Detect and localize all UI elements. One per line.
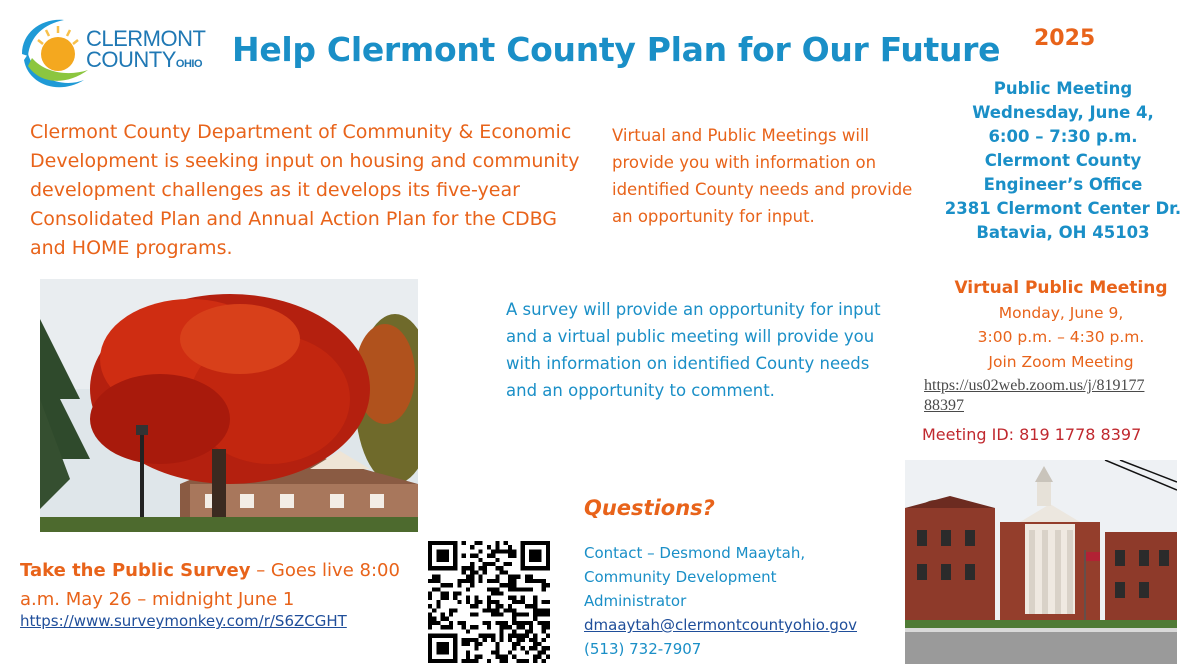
zoom-meeting-link[interactable] <box>916 376 1200 416</box>
pm-line: Batavia, OH 45103 <box>976 223 1150 242</box>
contact-phone: (513) 732-7907 <box>584 640 702 658</box>
meetings-paragraph: Virtual and Public Meetings will provide you with information on identified County needs and provide an opportunity for input. <box>612 126 913 226</box>
logo-ohio: OHIO <box>175 58 203 70</box>
pm-line: Public Meeting <box>993 79 1133 98</box>
virtual-meeting-info <box>916 276 1200 416</box>
pm-line: 2381 Clermont Center Dr. <box>944 199 1182 218</box>
pm-line: Wednesday, June 4, <box>972 103 1154 122</box>
pm-line: Engineer’s Office <box>983 175 1143 194</box>
logo-county: COUNTY <box>86 47 176 72</box>
logo-line-1: CLERMONT <box>86 26 206 51</box>
qr-code[interactable] <box>428 541 550 663</box>
logo-wordmark <box>86 28 205 75</box>
virtual-meeting-time: 3:00 p.m. – 4:30 p.m. <box>977 328 1145 346</box>
virtual-meeting-date: Monday, June 9, <box>998 303 1124 322</box>
survey-link[interactable]: https://www.surveymonkey.com/r/S6ZCGHT <box>20 612 347 630</box>
zoom-link-line-2: 88397 <box>924 397 964 414</box>
pm-line: 6:00 – 7:30 p.m. <box>988 127 1138 146</box>
contact-line: Community Development <box>584 568 777 586</box>
engineers-office-photo <box>905 460 1177 664</box>
join-zoom-label: Join Zoom Meeting <box>988 352 1134 371</box>
questions-heading: Questions? <box>584 496 715 520</box>
public-meeting-info <box>930 77 1196 245</box>
contact-info <box>584 541 904 661</box>
survey-cta-rest: – Goes live 8:00 a.m. May 26 – midnight June 1 <box>20 560 400 610</box>
year-heading: 2025 <box>1034 26 1096 51</box>
page-title: Help Clermont County Plan for Our Future <box>232 30 1001 69</box>
meeting-id: Meeting ID: 819 1778 8397 <box>922 425 1142 444</box>
autumn-tree-photo <box>40 279 418 532</box>
contact-line: Contact – Desmond Maaytah, <box>584 544 806 562</box>
survey-cta-bold: Take the Public Survey <box>20 560 251 581</box>
virtual-meeting-title: Virtual Public Meeting <box>954 278 1168 298</box>
survey-call-to-action <box>20 556 420 614</box>
survey-paragraph: A survey will provide an opportunity for input and a virtual public meeting will provide you with information on identified County needs and an opportunity to comment. <box>506 300 881 400</box>
contact-email-link[interactable]: dmaaytah@clermontcountyohio.gov <box>584 616 858 634</box>
zoom-link-line-1: https://us02web.zoom.us/j/819177 <box>924 377 1145 394</box>
contact-line: Administrator <box>584 592 687 610</box>
intro-paragraph: Clermont County Department of Community & Economic Development is seeking input on housing and community development challenges as it develops its five-year Consolidated Plan and Annual Action Plan for the CDBG and HOME programs. <box>30 121 580 259</box>
pm-line: Clermont County <box>984 151 1142 170</box>
logo-line-2 <box>86 49 205 75</box>
